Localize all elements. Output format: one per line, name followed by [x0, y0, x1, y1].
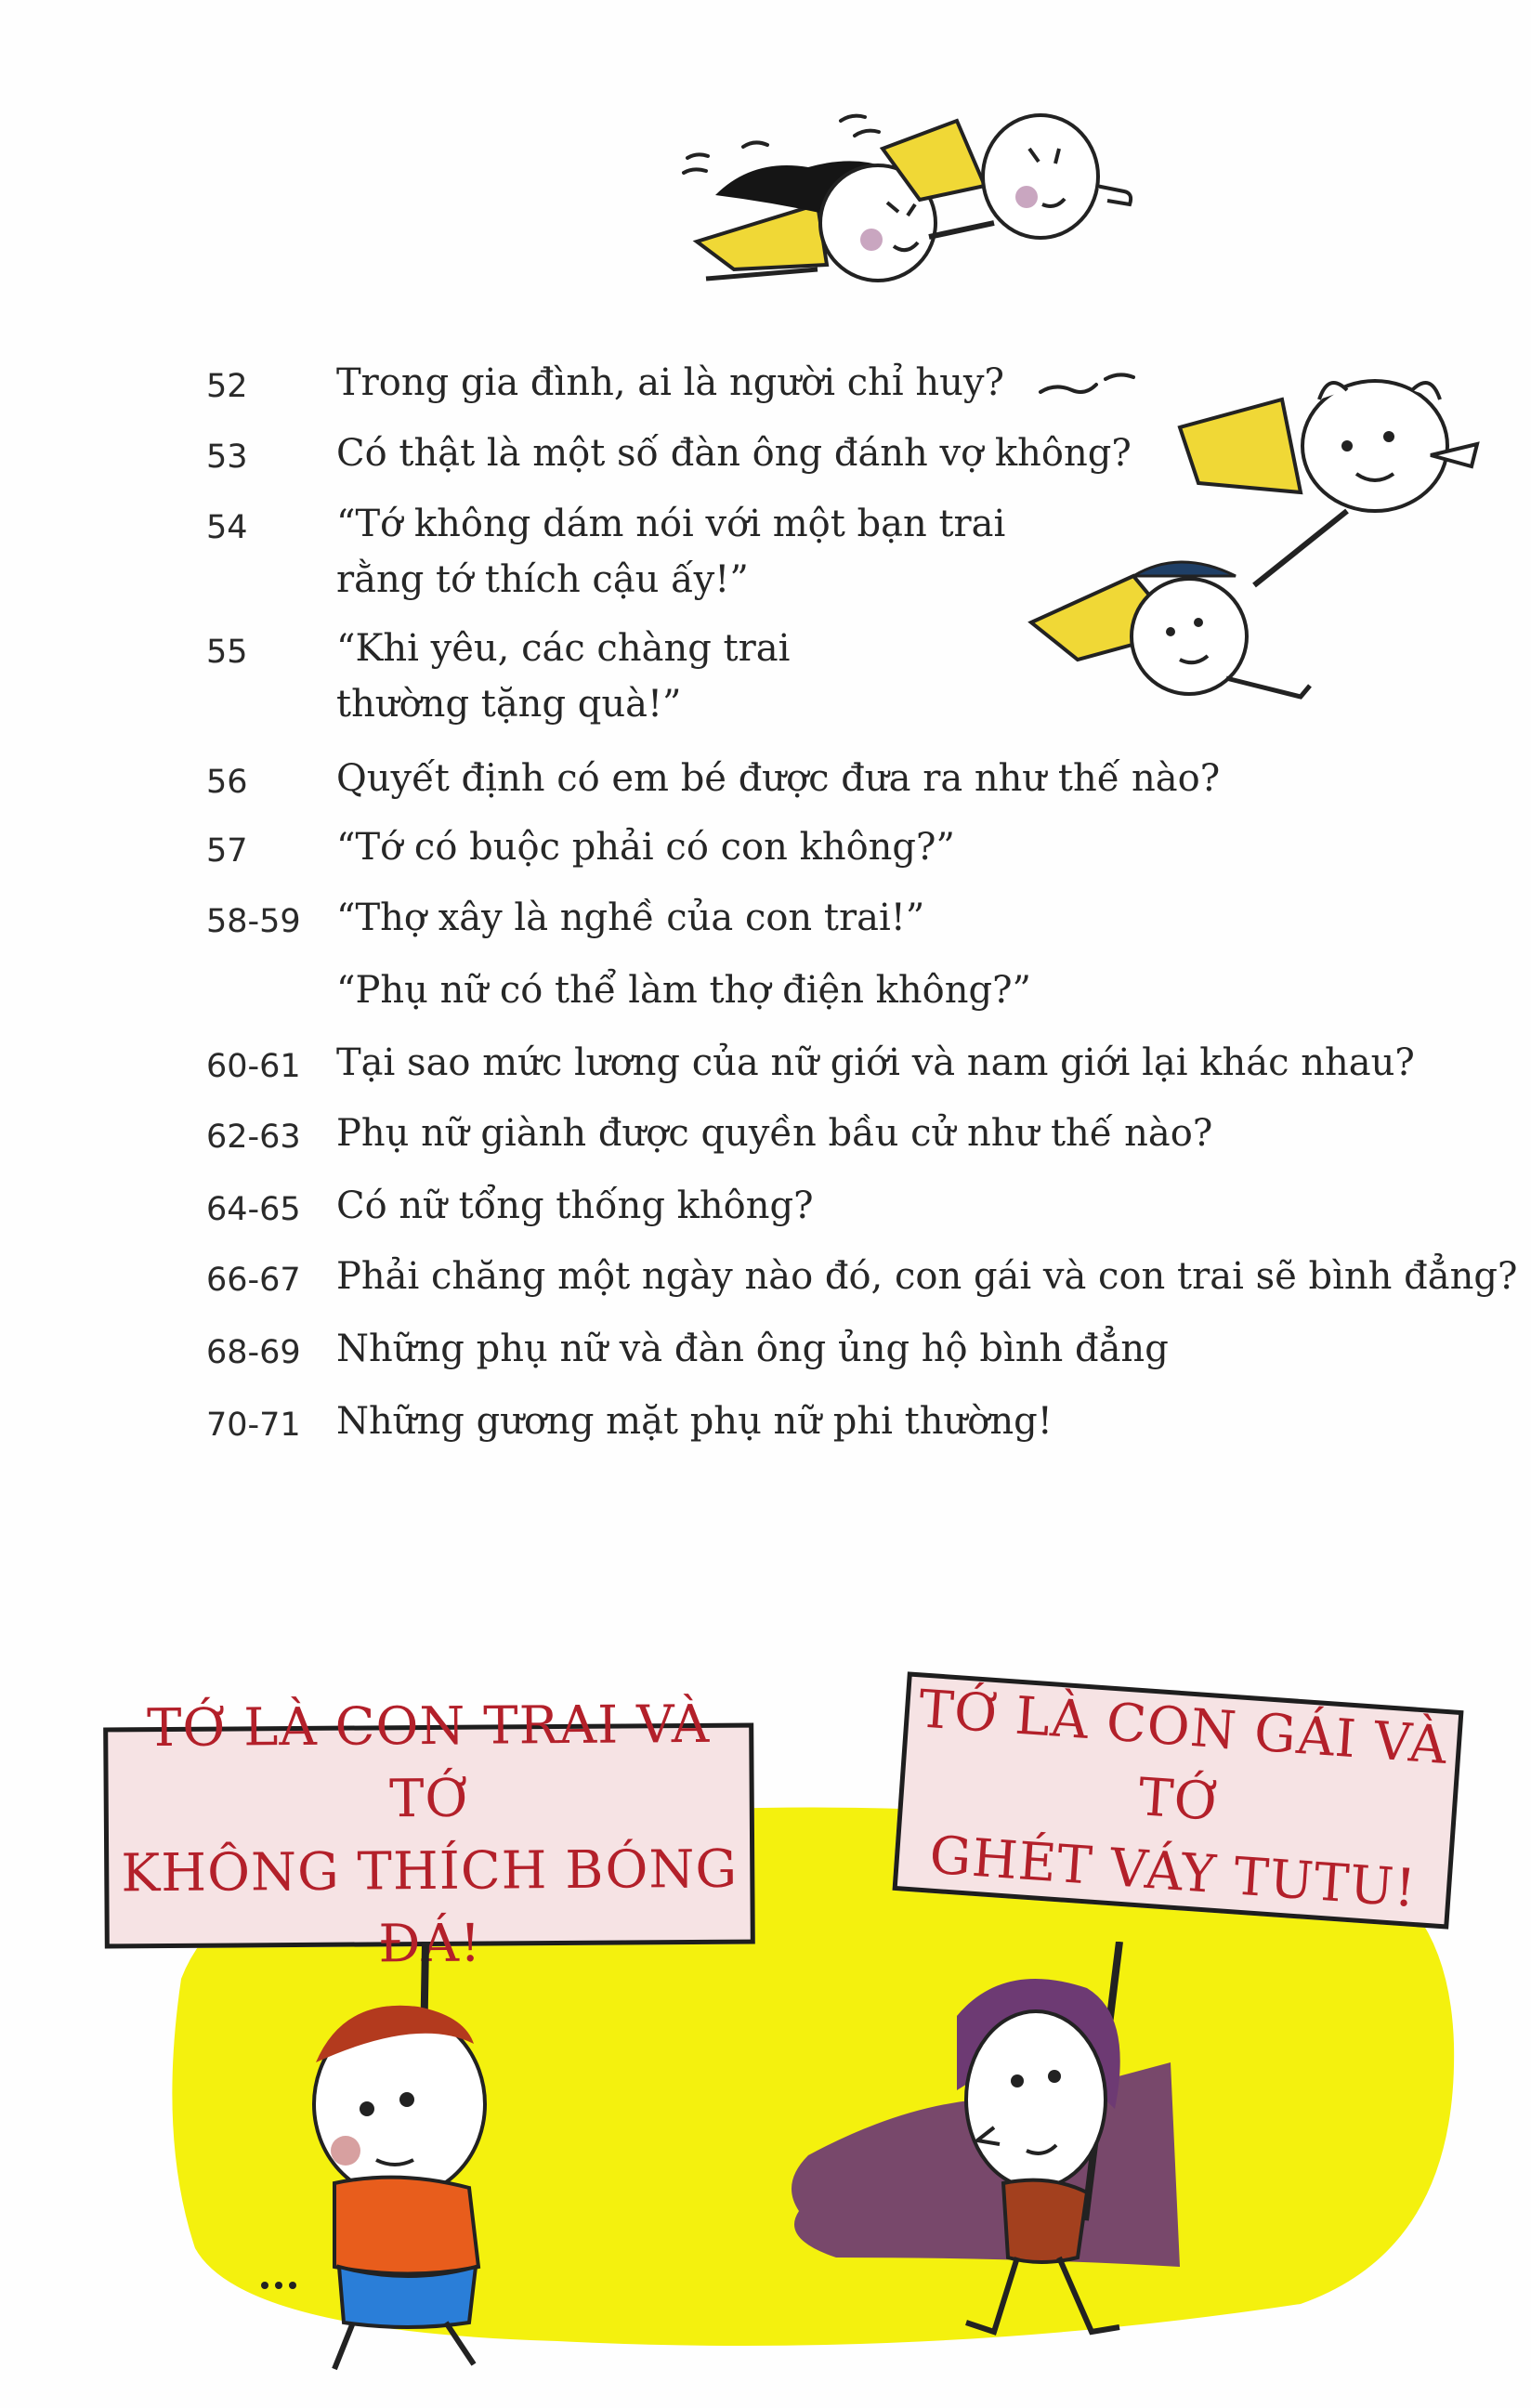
toc-title	[336, 621, 790, 732]
toc-title-line: Phụ nữ giành được quyền bầu cử như thế nào?	[336, 1112, 1213, 1155]
toc-title	[336, 1035, 1415, 1091]
boy-and-girl-characters	[0, 1942, 1531, 2408]
toc-page-number: 68-69	[206, 1334, 301, 1371]
toc-title-line: Phải chăng một ngày nào đó, con gái và con trai sẽ bình đẳng?	[336, 1255, 1518, 1298]
toc-page-number: 56	[206, 764, 248, 801]
toc-page-number: 55	[206, 634, 248, 671]
toc-page-number: 66-67	[206, 1262, 301, 1299]
toc-title-line: “Khi yêu, các chàng trai	[336, 627, 791, 670]
toc-title	[336, 890, 924, 946]
toc-title-line: Tại sao mức lương của nữ giới và nam giới lại khác nhau?	[336, 1041, 1415, 1084]
toc-title-line: Những gương mặt phụ nữ phi thường!	[336, 1400, 1053, 1443]
toc-page-number: 70-71	[206, 1407, 301, 1444]
toc-page-number: 60-61	[206, 1048, 301, 1085]
toc-page-number: 53	[206, 438, 248, 476]
girl-protest-sign	[892, 1671, 1463, 1929]
toc-title-line: Có thật là một số đàn ông đánh vợ không?	[336, 432, 1132, 475]
toc-title-line: Trong gia đình, ai là người chỉ huy?	[336, 361, 1004, 404]
toc-title	[336, 819, 955, 875]
girl-sign-line: GHÉT VÁY TUTU!	[927, 1825, 1419, 1920]
toc-title	[336, 425, 1132, 481]
toc-title-line: “Phụ nữ có thể làm thợ điện không?”	[336, 969, 1032, 1012]
toc-title	[336, 1394, 1053, 1449]
boy-protest-sign	[103, 1694, 755, 1975]
toc-title-line: Những phụ nữ và đàn ông ủng hộ bình đẳng	[336, 1328, 1169, 1370]
toc-title	[336, 962, 1031, 1018]
toc-title	[336, 1249, 1517, 1304]
boy-sign-line: KHÔNG THÍCH BÓNG ĐÁ!	[121, 1839, 739, 1975]
toc-title-line: “Tớ có buộc phải có con không?”	[336, 826, 955, 869]
toc-title-line: thường tặng quà!”	[336, 683, 682, 726]
toc-title	[336, 1106, 1212, 1161]
toc-title-line: Quyết định có em bé được đưa ra như thế nào?	[336, 757, 1221, 800]
toc-title-line: rằng tớ thích cậu ấy!”	[336, 558, 749, 601]
toc-page-number: 54	[206, 509, 248, 546]
toc-page-number: 58-59	[206, 903, 301, 940]
toc-title	[336, 496, 1005, 608]
toc-title-line: Có nữ tổng thống không?	[336, 1184, 814, 1227]
toc-title-line: “Tớ không dám nói với một bạn trai	[336, 503, 1006, 545]
toc-title	[336, 751, 1220, 806]
toc-title-line: “Thợ xây là nghề của con trai!”	[336, 896, 925, 939]
girl-sign-line: TỚ LÀ CON GÁI VÀ TỚ	[916, 1679, 1450, 1833]
toc-title	[336, 1321, 1169, 1377]
boy-sign-line: TỚ LÀ CON TRAI VÀ TỚ	[146, 1694, 711, 1830]
toc-page-number: 52	[206, 368, 248, 405]
toc-page-number: 57	[206, 832, 248, 870]
flying-kids-illustration-right	[1022, 353, 1505, 725]
toc-title	[336, 1178, 814, 1234]
toc-title	[336, 355, 1004, 411]
toc-page-number: 64-65	[206, 1191, 301, 1228]
toc-page-number: 62-63	[206, 1119, 301, 1156]
